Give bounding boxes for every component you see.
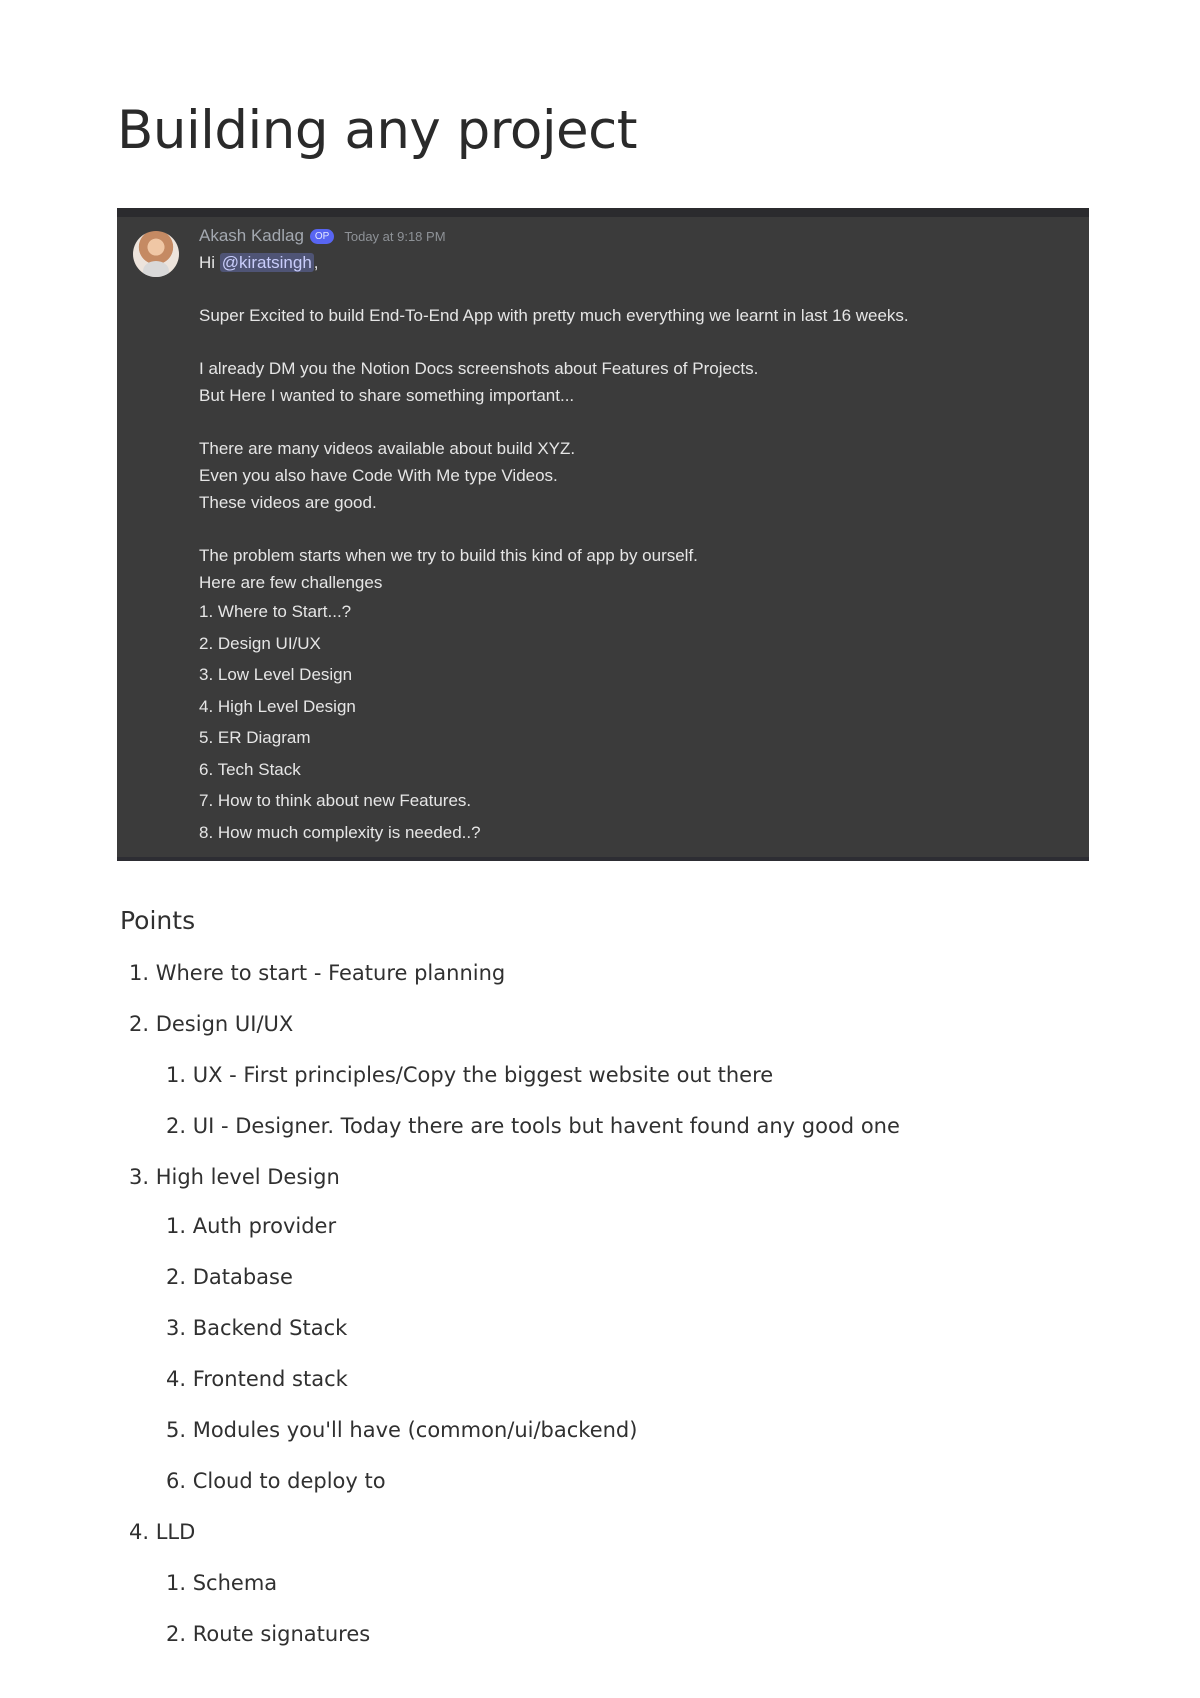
challenge-item: 4. High Level Design: [199, 696, 356, 716]
section-heading-points: Points: [120, 906, 196, 935]
message-line: Here are few challenges: [199, 573, 383, 592]
challenge-item: 6. Tech Stack: [199, 759, 301, 779]
message-timestamp: Today at 9:18 PM: [344, 228, 446, 244]
sub-list-item: 1. Schema: [166, 1571, 278, 1595]
sub-list-item: 1. Auth provider: [166, 1214, 337, 1238]
greeting-prefix: Hi: [199, 253, 220, 272]
challenges-list: [199, 596, 1069, 848]
sub-list-item: 3. Backend Stack: [166, 1316, 348, 1340]
author-name: Akash Kadlag: [199, 226, 304, 245]
op-badge: OP: [310, 229, 334, 244]
page-title: Building any project: [117, 100, 638, 161]
challenge-item: 8. How much complexity is needed..?: [199, 822, 481, 842]
message-line: The problem starts when we try to build this kind of app by ourself.: [199, 546, 698, 565]
greeting-suffix: ,: [313, 253, 319, 272]
message-line: I already DM you the Notion Docs screenshots about Features of Projects.: [199, 359, 759, 378]
message-line: Super Excited to build End-To-End App with pretty much everything we learnt in last 16 weeks.: [199, 306, 909, 325]
list-item: 3. High level Design: [129, 1165, 340, 1189]
sub-list-item: 6. Cloud to deploy to: [166, 1469, 386, 1493]
sub-list-item: 2. Database: [166, 1265, 293, 1289]
message-line: These videos are good.: [199, 493, 377, 512]
sub-list-item: 1. UX - First principles/Copy the biggest website out there: [166, 1063, 774, 1087]
sub-list-item: 5. Modules you'll have (common/ui/backend): [166, 1418, 638, 1442]
message-body: [199, 223, 1069, 848]
message-header: [199, 223, 1069, 249]
list-item: 4. LLD: [129, 1520, 196, 1544]
sub-list-item: 4. Frontend stack: [166, 1367, 348, 1391]
greeting-line: [199, 249, 1069, 276]
message-line: There are many videos available about build XYZ.: [199, 439, 576, 458]
sub-list-item: 2. UI - Designer. Today there are tools but havent found any good one: [166, 1114, 900, 1138]
avatar: [133, 231, 179, 277]
discord-message-screenshot: [117, 208, 1089, 861]
message-line: Even you also have Code With Me type Videos.: [199, 466, 558, 485]
challenge-item: 5. ER Diagram: [199, 728, 311, 747]
challenge-item: 3. Low Level Design: [199, 665, 353, 684]
challenge-item: 1. Where to Start...?: [199, 602, 352, 621]
user-mention: @kiratsingh: [221, 253, 312, 272]
challenge-item: 7. How to think about new Features.: [199, 791, 472, 810]
list-item: 2. Design UI/UX: [129, 1012, 294, 1036]
challenge-item: 2. Design UI/UX: [199, 633, 321, 653]
sub-list-item: 2. Route signatures: [166, 1622, 371, 1646]
message-line: But Here I wanted to share something important...: [199, 386, 575, 405]
list-item: 1. Where to start - Feature planning: [129, 961, 506, 985]
